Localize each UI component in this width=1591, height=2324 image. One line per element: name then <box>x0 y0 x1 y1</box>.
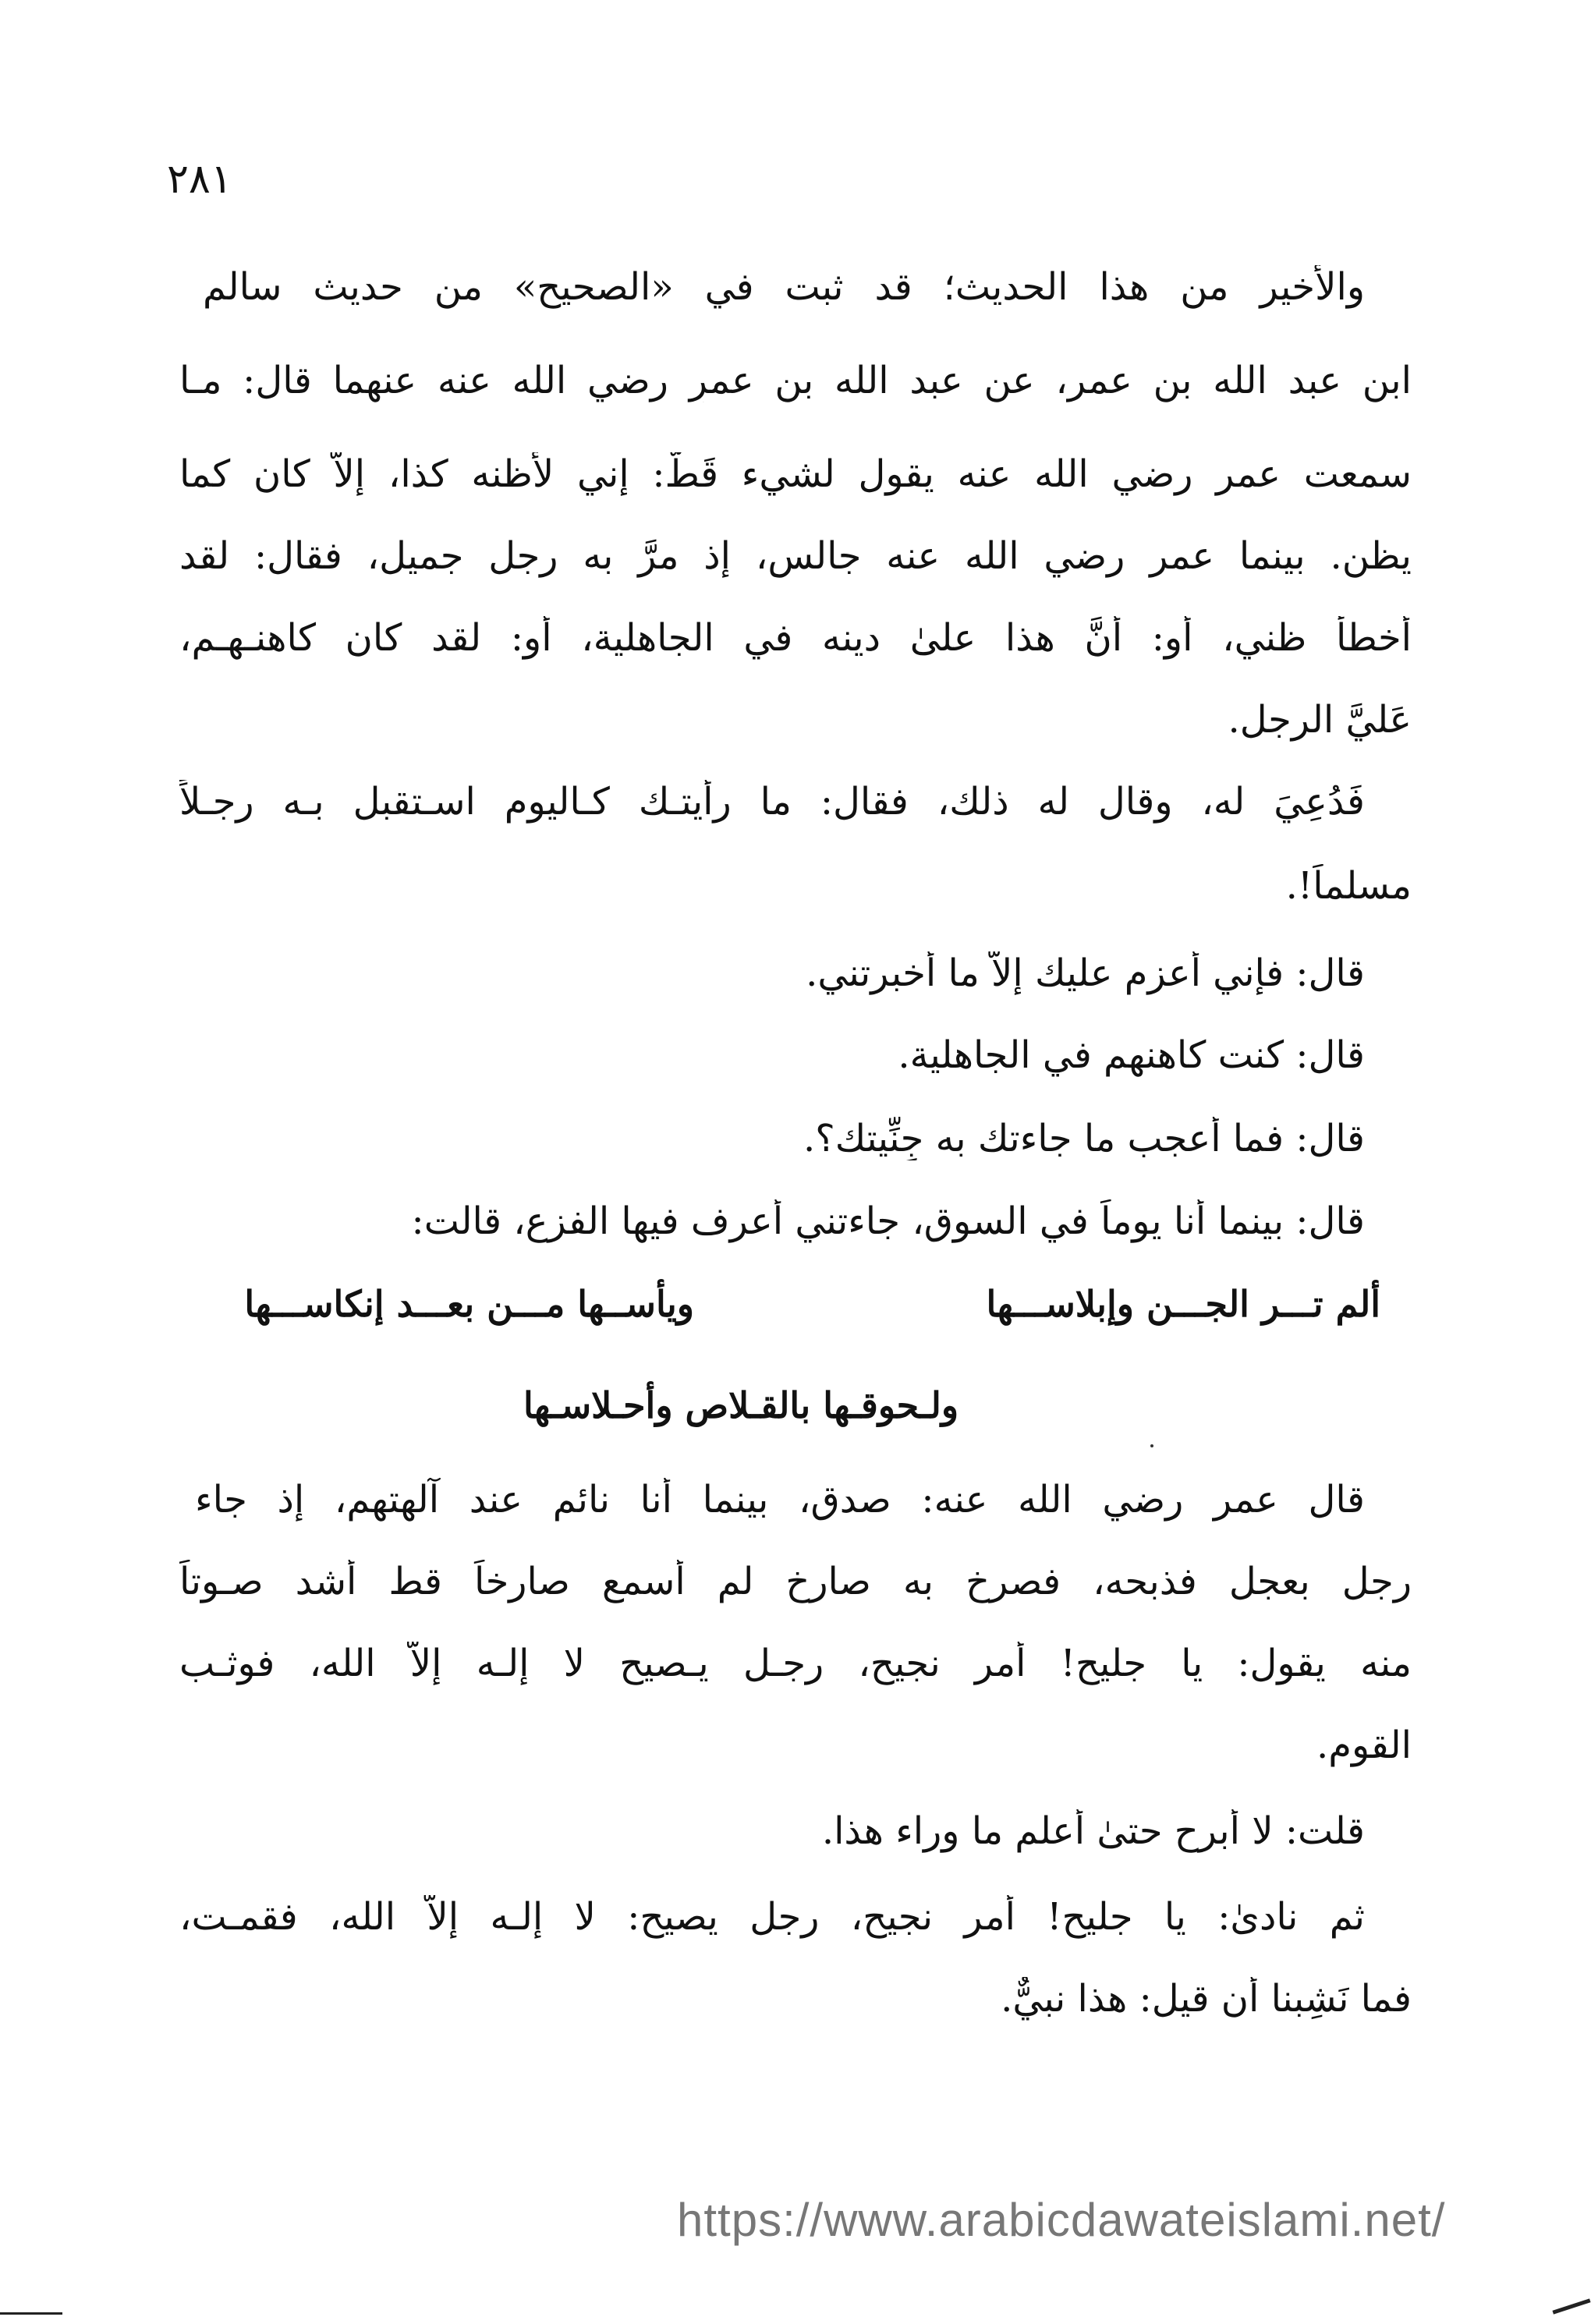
body-text-upper <box>179 265 1412 1248</box>
page-number: ٢٨١ <box>167 156 232 203</box>
text-line: فما نَشِبنا أن قيل: هذا نبيٌّ. <box>1001 1977 1412 2021</box>
poem-verse-2: ولـحوقـها بالقـلاص وأحـلاسـها <box>523 1384 959 1426</box>
text-line: يظن. بينما عمر رضي الله عنه جالس، إذ مرَّ به رجل جميل، فقال: لقد <box>179 534 1412 578</box>
text-line: سمعت عمر رضي الله عنه يقول لشيء قَطُّ: إني لأظنه كذا، إلاَّ كان كما <box>179 452 1412 496</box>
decorative-dot <box>1150 1444 1153 1447</box>
text-line: قال: فإني أعزم عليك إلاَّ ما أخبرتني. <box>806 951 1365 995</box>
text-line: القوم. <box>1316 1724 1412 1767</box>
scan-edge-mark <box>0 2312 62 2315</box>
text-line: منه يقول: يا جليح! أمر نجيح، رجـل يـصيح لا إلـه إلاَّ الله، فوثـب <box>179 1642 1412 1685</box>
text-line: ابن عبد الله بن عمر، عن عبد الله بن عمرٍ رضي الله عنه عنهما قال: مـا <box>179 359 1412 402</box>
text-line: قال: بينما أنا يوماً في السوق، جاءتني أعرف فيها الفزع، قالت: <box>411 1199 1365 1243</box>
scan-edge-mark <box>1552 2298 1590 2314</box>
watermark-url: https://www.arabicdawateislami.net/ <box>677 2194 1446 2246</box>
text-line: رجل بعجل فذبحه، فصرخ به صارخ لم أسمع صارخاً قط أشد صـوتاً <box>179 1560 1412 1603</box>
body-text-lower <box>179 1478 1412 2063</box>
poem-verse-1-first-hemistich: ألم تـــر الجـــن وإبلاســـها <box>986 1283 1380 1325</box>
poem-verse-1-second-hemistich: ويأســها مـــن بعـــد إنكاســـها <box>244 1283 694 1325</box>
text-line: مسلماً!. <box>1285 864 1412 908</box>
text-line: ثم نادىٰ: يا جليح! أمر نجيح، رجل يصيح: لا إلـه إلاَّ الله، فقمـت، <box>179 1895 1365 1939</box>
text-line: أخطأ ظني، أو: أنَّ هذا علىٰ دينه في الجاهلية، أو: لقد كان كاهنـهـم، <box>179 616 1412 660</box>
text-line: والأخير من هذا الحديث؛ قد ثبت في «الصحيح» من حديث سالم <box>203 265 1365 309</box>
text-line: قال: فما أعجب ما جاءتك به جِنِّيتك؟. <box>803 1117 1365 1160</box>
text-line: فَدُعِيَ له، وقال له ذلك، فقال: ما رأيتـك كـاليوم اسـتقبل بـه رجـلاً <box>179 780 1365 824</box>
text-line: قال: كنت كاهنهم في الجاهلية. <box>898 1033 1365 1077</box>
text-line: قلت: لا أبرح حتىٰ أعلم ما وراء هذا. <box>821 1809 1365 1853</box>
text-line: عَليَّ الرجل. <box>1228 698 1412 742</box>
text-line: قال عمر رضي الله عنه: صدق، بينما أنا نائم عند آلهتهم، إذ جاء <box>195 1478 1365 1522</box>
